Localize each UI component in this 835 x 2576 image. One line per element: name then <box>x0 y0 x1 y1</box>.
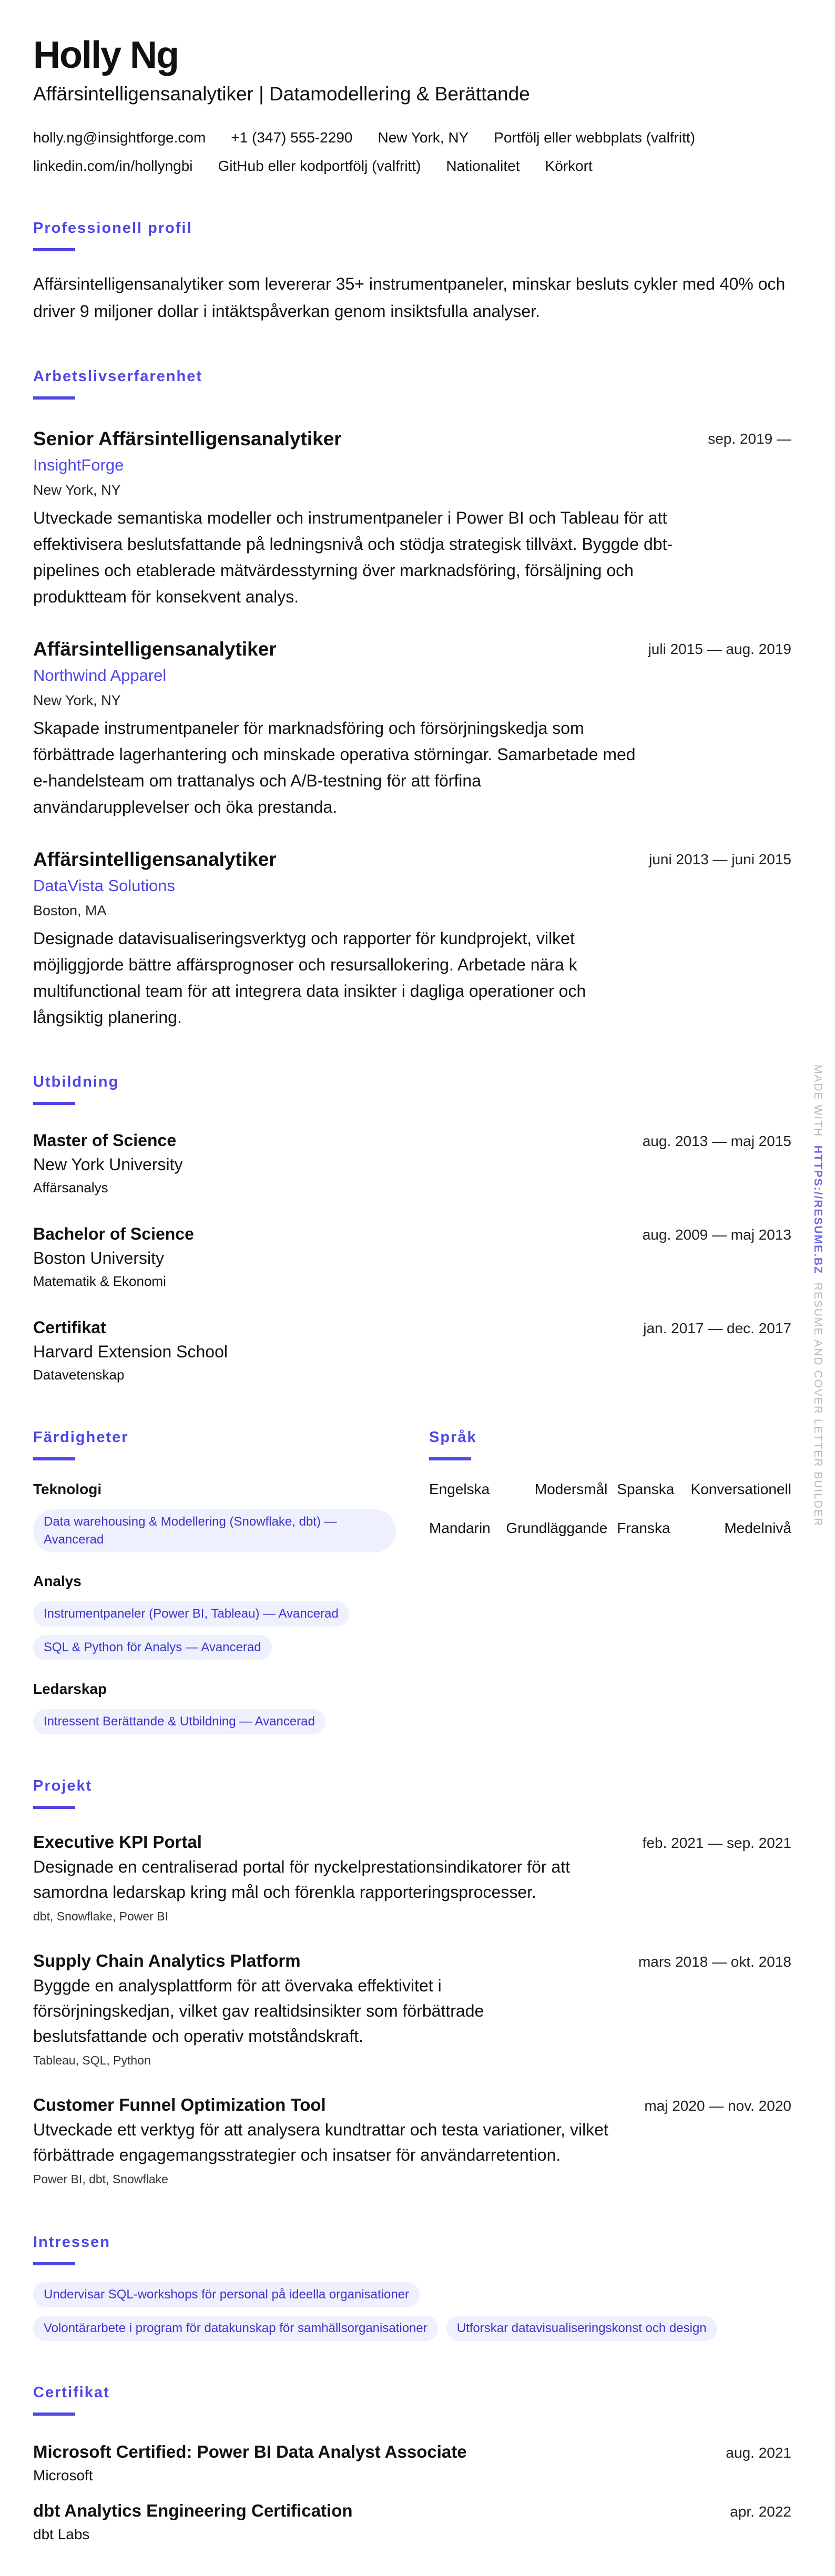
contact-phone: +1 (347) 555-2290 <box>231 129 353 146</box>
job-entry <box>33 426 791 610</box>
certification-date: apr. 2022 <box>730 2503 791 2520</box>
project-tech: dbt, Snowflake, Power BI <box>33 1909 168 1923</box>
job-entry <box>33 636 791 820</box>
language-name: Engelska <box>429 1481 490 1497</box>
candidate-name: Holly Ng <box>33 34 179 76</box>
job-title: Affärsintelligensanalytiker <box>33 849 277 870</box>
language-name: Mandarin <box>429 1520 491 1536</box>
language-level: Konversationell <box>690 1481 791 1497</box>
job-description: Designade datavisualiseringsverktyg och rapporter för kundprojekt, vilket möjliggjorde bättre affärsprognoser och resursallokering. Arbetade nära k multifunctional team för att integrera data insikter i dagliga operationer och långsiktig planering. <box>33 929 586 1027</box>
section-divider <box>33 2413 75 2416</box>
section-title: Arbetslivserfarenhet <box>33 368 203 385</box>
job-company: Northwind Apparel <box>33 666 167 684</box>
job-entry <box>33 846 791 1030</box>
contact-email[interactable]: holly.ng@insightforge.com <box>33 129 206 146</box>
skill-chip: Intressent Berättande & Utbildning — Avancerad <box>33 1709 325 1734</box>
project-entry <box>33 1949 791 2072</box>
school: Boston University <box>33 1249 164 1267</box>
job-description: Skapade instrumentpaneler för marknadsföring och försörjningskedja som förbättrade lagerhantering och minskade operativa störningar. Samarbetade med e-handelsteam om trattanalys och A/B-testning för att förfina användarupplevelser och öka prestanda. <box>33 719 636 816</box>
certification-entry <box>33 2499 791 2546</box>
skill-category: Teknologi <box>33 1481 102 1497</box>
languages-section <box>429 1428 791 1734</box>
job-dates: sep. 2019 — <box>708 431 791 447</box>
degree: Bachelor of Science <box>33 1224 194 1243</box>
contact-github[interactable]: GitHub eller kodportfölj (valfritt) <box>218 158 421 174</box>
section-title: Certifikat <box>33 2384 110 2401</box>
job-description: Utveckade semantiska modeller och instrumentpaneler i Power BI och Tableau för att effektivisera beslutsfattande på ledningsnivå och stödja strategisk tillväxt. Byggde dbt-pipelines och etablerade mätvärdesstyrning över marknadsföring, försäljning och produktteam för konsekvent analys. <box>33 508 673 606</box>
project-title: Supply Chain Analytics Platform <box>33 1951 301 1970</box>
section-divider <box>33 396 75 400</box>
project-dates: feb. 2021 — sep. 2021 <box>642 1835 791 1851</box>
certifications-section <box>33 2383 791 2546</box>
field-of-study: Affärsanalys <box>33 1180 108 1195</box>
skill-chip: SQL & Python för Analys — Avancerad <box>33 1635 272 1660</box>
job-company: InsightForge <box>33 456 124 474</box>
watermark-prefix: MADE WITH <box>812 1065 824 1138</box>
experience-section <box>33 367 791 1030</box>
certification-title: dbt Analytics Engineering Certification <box>33 2501 353 2520</box>
certification-issuer: Microsoft <box>33 2467 93 2483</box>
contact-linkedin[interactable]: linkedin.com/in/hollyngbi <box>33 158 193 174</box>
project-entry <box>33 2093 791 2191</box>
section-title: Utbildning <box>33 1074 119 1090</box>
project-dates: mars 2018 — okt. 2018 <box>638 1954 791 1970</box>
skill-chip: Data warehousing & Modellering (Snowflake, dbt) — Avancerad <box>33 1509 396 1552</box>
certification-title: Microsoft Certified: Power BI Data Analyst Associate <box>33 2442 467 2461</box>
skills-section <box>33 1428 429 1734</box>
skill-category: Ledarskap <box>33 1681 107 1697</box>
language-name: Spanska <box>617 1481 675 1497</box>
skill-category: Analys <box>33 1573 82 1589</box>
degree: Master of Science <box>33 1131 177 1150</box>
profile-summary: Affärsintelligensanalytiker som levererar 35+ instrumentpaneler, minskar besluts cykler med 40% och driver 9 miljoner dollar i intäktspåverkan genom insiktsfulla analyser. <box>33 274 786 321</box>
section-divider <box>429 1457 471 1460</box>
education-section <box>33 1072 791 1386</box>
section-title: Intressen <box>33 2234 110 2251</box>
section-divider <box>33 248 75 251</box>
project-title: Customer Funnel Optimization Tool <box>33 2095 326 2114</box>
education-entry <box>33 1128 791 1199</box>
section-divider <box>33 1806 75 1809</box>
skill-chip: Instrumentpaneler (Power BI, Tableau) — Avancerad <box>33 1601 349 1627</box>
certification-entry <box>33 2440 791 2487</box>
project-tech: Tableau, SQL, Python <box>33 2053 151 2067</box>
education-entry <box>33 1222 791 1292</box>
project-description: Utveckade ett verktyg för att analysera kundtrattar och testa variationer, vilket förbättrade engagemangsstrategier och insatser för användarretention. <box>33 2120 608 2164</box>
certification-date: aug. 2021 <box>726 2445 791 2461</box>
school: New York University <box>33 1155 183 1174</box>
field-of-study: Datavetenskap <box>33 1367 125 1383</box>
projects-section <box>33 1776 791 2191</box>
project-dates: maj 2020 — nov. 2020 <box>644 2098 791 2114</box>
education-dates: jan. 2017 — dec. 2017 <box>643 1320 791 1336</box>
education-dates: aug. 2009 — maj 2013 <box>642 1226 791 1243</box>
section-title: Språk <box>429 1429 477 1446</box>
education-dates: aug. 2013 — maj 2015 <box>642 1133 791 1149</box>
job-company: DataVista Solutions <box>33 876 175 895</box>
interest-chip: Volontärarbete i program för datakunskap för samhällsorganisationer <box>33 2316 438 2341</box>
skills-languages-row <box>33 1428 791 1734</box>
section-title: Projekt <box>33 1777 93 1794</box>
job-location: New York, NY <box>33 482 121 498</box>
job-location: New York, NY <box>33 692 121 708</box>
job-dates: juli 2015 — aug. 2019 <box>648 641 791 657</box>
resume-header <box>33 33 791 177</box>
contact-location: New York, NY <box>378 129 469 146</box>
watermark-suffix: RESUME AND COVER LETTER BUILDER <box>812 1282 824 1527</box>
project-tech: Power BI, dbt, Snowflake <box>33 2172 168 2186</box>
field-of-study: Matematik & Ekonomi <box>33 1273 166 1289</box>
contact-nationality: Nationalitet <box>446 158 520 174</box>
language-level: Grundläggande <box>506 1520 608 1536</box>
interests-section <box>33 2233 791 2341</box>
certification-issuer: dbt Labs <box>33 2526 90 2542</box>
project-description: Byggde en analysplattform för att övervaka effektivitet i försörjningskedjan, vilket gav realtidsinsikter som förbättrade beslutsfattande och operativ motståndskraft. <box>33 1976 484 2046</box>
project-title: Executive KPI Portal <box>33 1832 202 1852</box>
watermark-link[interactable]: HTTPS://RESUME.BZ <box>812 1145 824 1274</box>
headline: Affärsintelligensanalytiker | Datamodellering & Berättande <box>33 83 530 105</box>
section-divider <box>33 1102 75 1105</box>
school: Harvard Extension School <box>33 1342 228 1361</box>
project-entry <box>33 1830 791 1928</box>
job-title: Affärsintelligensanalytiker <box>33 638 277 660</box>
job-location: Boston, MA <box>33 903 107 918</box>
language-level: Medelnivå <box>724 1520 791 1536</box>
language-level: Modersmål <box>534 1481 608 1497</box>
contact-license: Körkort <box>545 158 593 174</box>
section-divider <box>33 1457 75 1460</box>
interest-chip: Utforskar datavisualiseringskonst och design <box>446 2316 717 2341</box>
language-name: Franska <box>617 1520 670 1536</box>
project-description: Designade en centraliserad portal för nyckelprestationsindikatorer för att samordna ledarskap kring mål och förenkla rapporteringsprocesser. <box>33 1857 570 1902</box>
interest-chip: Undervisar SQL-workshops för personal på ideella organisationer <box>33 2282 420 2307</box>
language-list <box>429 1479 791 1539</box>
section-title: Professionell profil <box>33 220 192 237</box>
contact-list <box>33 127 791 177</box>
degree: Certifikat <box>33 1318 106 1337</box>
profile-section <box>33 219 791 325</box>
job-dates: juni 2013 — juni 2015 <box>649 851 791 867</box>
section-divider <box>33 2262 75 2265</box>
job-title: Senior Affärsintelligensanalytiker <box>33 428 342 449</box>
education-entry <box>33 1315 791 1386</box>
watermark <box>810 1065 826 1527</box>
section-title: Färdigheter <box>33 1429 129 1446</box>
contact-portfolio[interactable]: Portfölj eller webbplats (valfritt) <box>494 129 696 146</box>
